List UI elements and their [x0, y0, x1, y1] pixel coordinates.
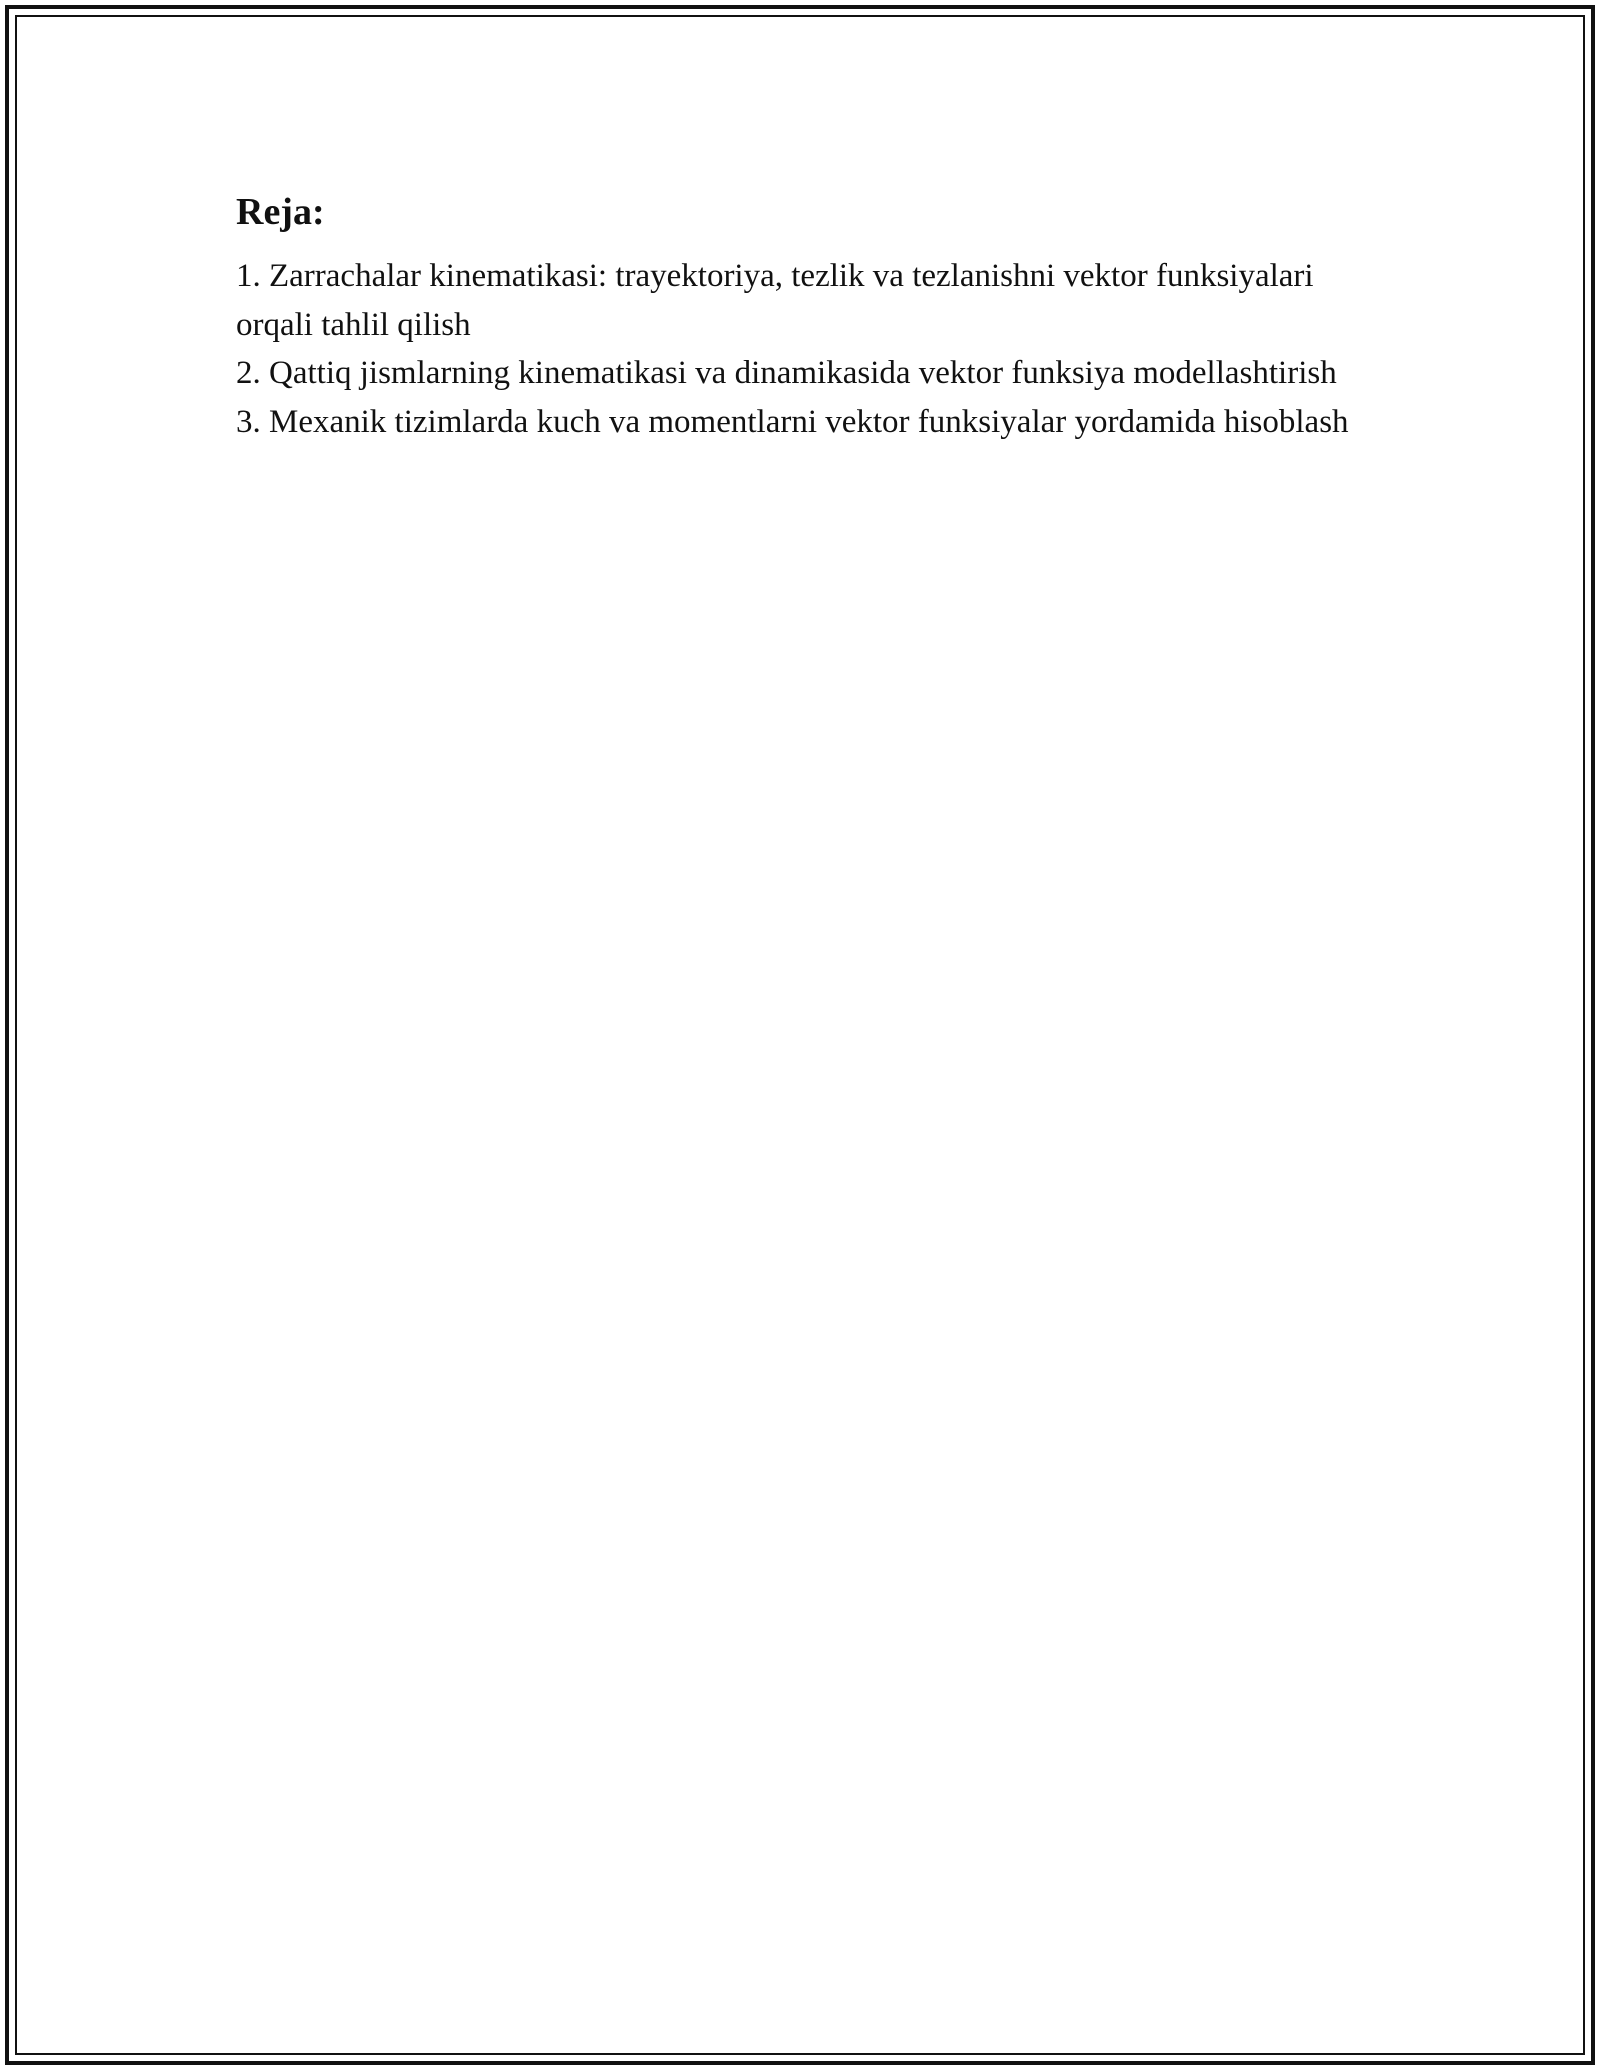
plan-item-1: 1. Zarrachalar kinematikasi: trayektoriya, tezlik va tezlanishni vektor funksiyalari orqali tahlil qilish [236, 258, 1314, 343]
page-content [236, 186, 1376, 446]
plan-item-3: 3. Mexanik tizimlarda kuch va momentlarni vektor funksiyalar yordamida hisoblash [236, 403, 1349, 440]
plan-heading: Reja: [236, 191, 325, 233]
plan-item-2: 2. Qattiq jismlarning kinematikasi va dinamikasida vektor funksiya modellashtirish [236, 355, 1337, 391]
plan-list [236, 252, 1376, 446]
